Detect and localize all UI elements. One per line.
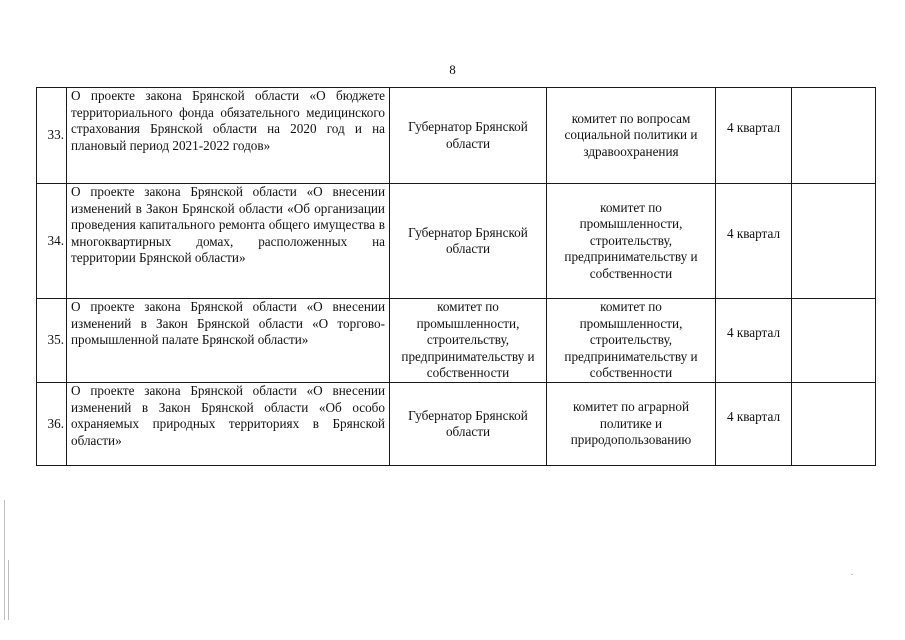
initiator-cell: комитет по промышленности, строительству, предпринимательству и собственности xyxy=(390,299,547,383)
bill-title: О проекте закона Брянской области «О бюджете территориального фонда обязательного медицинского страхования Брянской области на 2020 год и на плановый период 2021-2022 годов» xyxy=(67,88,390,184)
scan-edge-mark xyxy=(4,500,5,620)
page-number: 8 xyxy=(449,62,456,77)
note-cell xyxy=(792,383,876,466)
table-row xyxy=(37,88,876,184)
initiator-cell: Губернатор Брянской области xyxy=(390,184,547,299)
committee-cell: комитет по промышленности, строительству, предпринимательству и собственности xyxy=(547,299,716,383)
row-number: 36. xyxy=(37,383,67,466)
note-cell xyxy=(792,299,876,383)
note-cell xyxy=(792,184,876,299)
term-cell: 4 квартал xyxy=(716,383,792,466)
initiator-cell: Губернатор Брянской области xyxy=(390,383,547,466)
bill-title: О проекте закона Брянской области «О внесении изменений в Закон Брянской области «О торгово-промышленной палате Брянской области» xyxy=(67,299,390,383)
row-number: 34. xyxy=(37,184,67,299)
term-cell: 4 квартал xyxy=(716,299,792,383)
note-cell xyxy=(792,88,876,184)
row-number: 33. xyxy=(37,88,67,184)
initiator-cell: Губернатор Брянской области xyxy=(390,88,547,184)
term-cell: 4 квартал xyxy=(716,88,792,184)
bill-title: О проекте закона Брянской области «О внесении изменений в Закон Брянской области «Об организации проведения капитального ремонта общего имущества в многоквартирных домах, расположенных на территории Брянской области» xyxy=(67,184,390,299)
bill-title: О проекте закона Брянской области «О внесении изменений в Закон Брянской области «Об особо охраняемых природных территориях в Брянской области» xyxy=(67,383,390,466)
row-number: 35. xyxy=(37,299,67,383)
committee-cell: комитет по вопросам социальной политики и здравоохранения xyxy=(547,88,716,184)
committee-cell: комитет по аграрной политике и природопользованию xyxy=(547,383,716,466)
scan-edge-mark xyxy=(8,560,9,620)
scan-dot-mark xyxy=(851,574,853,575)
legislative-plan-table xyxy=(36,87,876,466)
table-row xyxy=(37,184,876,299)
term-cell: 4 квартал xyxy=(716,184,792,299)
table-row xyxy=(37,383,876,466)
table-row xyxy=(37,299,876,383)
committee-cell: комитет по промышленности, строительству, предпринимательству и собственности xyxy=(547,184,716,299)
